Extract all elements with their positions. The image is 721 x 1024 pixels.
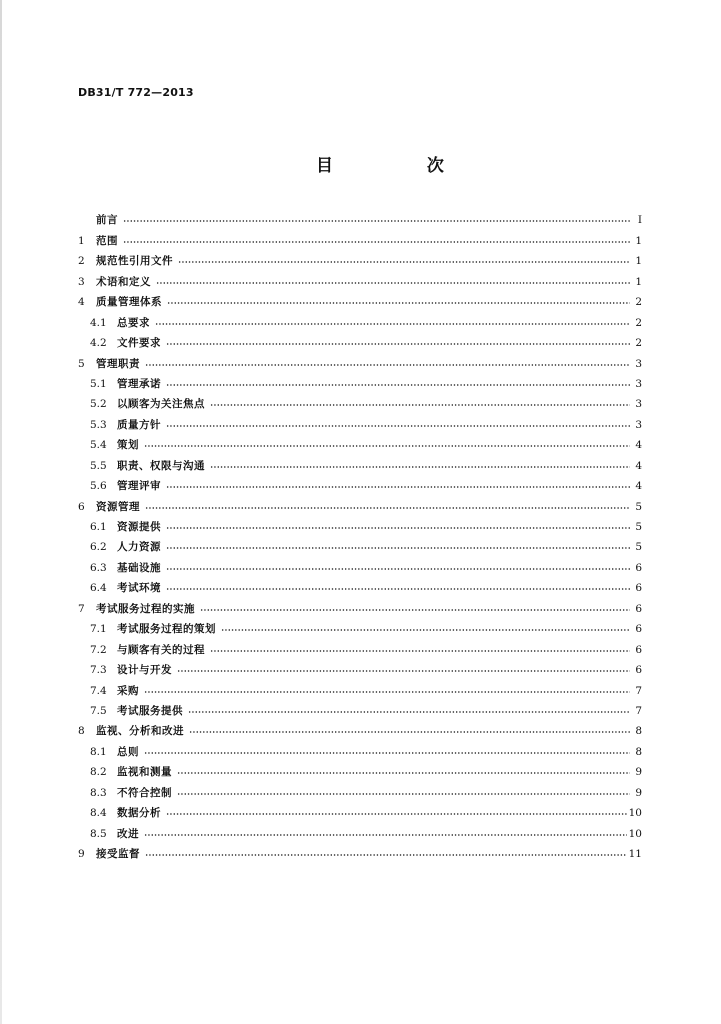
toc-entry-label: 总则 xyxy=(117,745,139,758)
toc-entry[interactable] xyxy=(78,595,642,615)
toc-entry-label: 策划 xyxy=(117,439,139,452)
toc-entry[interactable] xyxy=(78,800,642,820)
toc-dot-leader xyxy=(166,812,627,816)
toc-entry-number: 6 xyxy=(78,500,85,513)
toc-entry-number: 5 xyxy=(78,357,85,370)
toc-dot-leader xyxy=(144,751,630,755)
toc-dot-leader xyxy=(166,342,630,346)
toc-entry-page: 4 xyxy=(635,480,642,493)
toc-entry-number: 7.1 xyxy=(90,623,107,636)
toc-entry-label: 考试服务过程的策划 xyxy=(117,623,216,636)
toc-entry-page: 3 xyxy=(635,398,642,411)
toc-entry-page: 6 xyxy=(635,602,642,615)
toc-entry-label: 管理评审 xyxy=(117,480,161,493)
toc-dot-leader xyxy=(200,608,630,612)
toc-entry[interactable] xyxy=(78,473,642,493)
toc-entry-page: 4 xyxy=(635,459,642,472)
toc-entry[interactable] xyxy=(78,841,642,861)
toc-entry-label: 前言 xyxy=(96,214,118,227)
toc-entry-page: 2 xyxy=(635,337,642,350)
toc-dot-leader xyxy=(166,485,630,489)
toc-dot-leader xyxy=(210,649,630,653)
toc-entry-label: 质量管理体系 xyxy=(96,296,162,309)
toc-entry[interactable] xyxy=(78,657,642,677)
toc-entry-label: 资源管理 xyxy=(96,500,140,513)
toc-dot-leader xyxy=(177,771,630,775)
toc-dot-leader xyxy=(188,710,630,714)
toc-entry-number: 7.4 xyxy=(90,684,107,697)
toc-dot-leader xyxy=(166,546,630,550)
toc-entry[interactable] xyxy=(78,779,642,799)
toc-dot-leader xyxy=(167,301,630,305)
toc-entry[interactable] xyxy=(78,207,642,227)
toc-entry-label: 基础设施 xyxy=(117,561,161,574)
toc-entry-number: 1 xyxy=(78,234,85,247)
toc-entry[interactable] xyxy=(78,759,642,779)
toc-dot-leader xyxy=(156,281,630,285)
toc-entry-number: 8.5 xyxy=(90,827,107,840)
toc-entry-label: 考试服务过程的实施 xyxy=(96,602,195,615)
toc-entry-number: 4.2 xyxy=(90,337,107,350)
toc-entry-page: 6 xyxy=(635,664,642,677)
toc-entry-number: 7.5 xyxy=(90,704,107,717)
toc-entry-page: 1 xyxy=(635,275,642,288)
toc-entry-page: 1 xyxy=(635,234,642,247)
toc-entry-number: 3 xyxy=(78,275,85,288)
toc-entry-number: 8.1 xyxy=(90,745,107,758)
toc-entry-number: 8 xyxy=(78,725,85,738)
toc-entry-number: 5.2 xyxy=(90,398,107,411)
toc-entry-label: 考试服务提供 xyxy=(117,704,183,717)
toc-dot-leader xyxy=(221,628,630,632)
toc-entry-page: 3 xyxy=(635,377,642,390)
toc-entry-number: 5.5 xyxy=(90,459,107,472)
toc-entry-page: 5 xyxy=(635,541,642,554)
toc-entry-number: 5.4 xyxy=(90,439,107,452)
scan-edge xyxy=(0,0,2,1024)
toc-entry-page: 8 xyxy=(635,725,642,738)
toc-dot-leader xyxy=(155,322,630,326)
toc-entry-page: 6 xyxy=(635,643,642,656)
toc-entry-label: 规范性引用文件 xyxy=(96,255,173,268)
toc-entry[interactable] xyxy=(78,718,642,738)
toc-entry-label: 监视和测量 xyxy=(117,766,172,779)
toc-entry-page: 6 xyxy=(635,582,642,595)
toc-entry[interactable] xyxy=(78,432,642,452)
toc-entry[interactable] xyxy=(78,738,642,758)
toc-entry-label: 监视、分析和改进 xyxy=(96,725,184,738)
toc-entry[interactable] xyxy=(78,514,642,534)
toc-entry-number: 7.3 xyxy=(90,664,107,677)
toc-entry[interactable] xyxy=(78,391,642,411)
toc-dot-leader xyxy=(123,219,630,223)
toc-entry-page: 6 xyxy=(635,623,642,636)
toc-entry-label: 以顾客为关注焦点 xyxy=(117,398,205,411)
toc-entry-number: 4 xyxy=(78,296,85,309)
toc-entry-page: 11 xyxy=(628,848,642,860)
toc-dot-leader xyxy=(166,424,630,428)
toc-dot-leader xyxy=(123,240,630,244)
toc-entry-page: 10 xyxy=(628,807,642,820)
document-code: DB31/T 772—2013 xyxy=(78,86,194,99)
toc-entry-page: Ⅰ xyxy=(637,214,642,227)
toc-entry-number: 8.4 xyxy=(90,807,107,820)
toc-entry[interactable] xyxy=(78,309,642,329)
toc-entry-page: 10 xyxy=(628,827,642,840)
toc-dot-leader xyxy=(177,792,630,796)
toc-dot-leader xyxy=(189,730,630,734)
toc-entry-number: 2 xyxy=(78,255,85,268)
toc-dot-leader xyxy=(166,383,630,387)
toc-entry-page: 4 xyxy=(635,439,642,452)
toc-entry-label: 管理承诺 xyxy=(117,377,161,390)
toc-entry-page: 5 xyxy=(635,521,642,533)
toc-entry-number: 6.3 xyxy=(90,561,107,574)
toc-dot-leader xyxy=(166,526,630,530)
toc-entry[interactable] xyxy=(78,820,642,840)
toc-entry-number: 5.1 xyxy=(90,377,107,390)
toc-entry[interactable] xyxy=(78,227,642,247)
toc-dot-leader xyxy=(177,669,630,673)
toc-entry-number: 5.3 xyxy=(90,418,107,431)
toc-entry[interactable] xyxy=(78,350,642,370)
toc-entry[interactable] xyxy=(78,289,642,309)
toc-entry-number: 5.6 xyxy=(90,480,107,493)
toc-entry-page: 1 xyxy=(635,255,642,268)
toc-entry-label: 采购 xyxy=(117,684,139,697)
toc-dot-leader xyxy=(210,465,630,469)
toc-entry-page: 2 xyxy=(635,296,642,309)
toc-dot-leader xyxy=(144,444,630,448)
toc-entry[interactable] xyxy=(78,330,642,350)
toc-dot-leader xyxy=(144,833,627,837)
toc-dot-leader xyxy=(166,587,630,591)
toc-entry[interactable] xyxy=(78,677,642,697)
toc-entry-number: 6.2 xyxy=(90,541,107,554)
toc-entry-label: 总要求 xyxy=(117,316,150,329)
toc-entry[interactable] xyxy=(78,575,642,595)
toc-entry-label: 管理职责 xyxy=(96,357,140,370)
toc-entry[interactable] xyxy=(78,616,642,636)
toc-entry-label: 术语和定义 xyxy=(96,275,151,288)
toc-entry[interactable] xyxy=(78,411,642,431)
toc-dot-leader xyxy=(178,260,630,264)
toc-entry-page: 8 xyxy=(635,745,642,758)
toc-entry-number: 4.1 xyxy=(90,316,107,329)
toc-entry[interactable] xyxy=(78,452,642,472)
toc-entry-page: 7 xyxy=(635,704,642,717)
toc-entry-number: 6.4 xyxy=(90,582,107,595)
toc-dot-leader xyxy=(144,690,630,694)
toc-entry-number: 8.2 xyxy=(90,766,107,779)
toc-entry-page: 9 xyxy=(635,766,642,779)
toc-entry-page: 3 xyxy=(635,357,642,370)
toc-entry-number: 7 xyxy=(78,602,85,615)
toc-entry-label: 设计与开发 xyxy=(117,664,172,677)
toc-dot-leader xyxy=(145,853,627,857)
toc-entry[interactable] xyxy=(78,371,642,391)
toc-entry-label: 改进 xyxy=(117,827,139,840)
toc-entry[interactable] xyxy=(78,554,642,574)
toc-entry-label: 与顾客有关的过程 xyxy=(117,643,205,656)
toc-dot-leader xyxy=(145,506,630,510)
toc-entry-page: 9 xyxy=(635,786,642,799)
toc-entry-page: 7 xyxy=(635,684,642,697)
toc-entry-label: 范围 xyxy=(96,234,118,247)
toc-entry-label: 人力资源 xyxy=(117,541,161,554)
toc-entry-page: 3 xyxy=(635,418,642,431)
toc-dot-leader xyxy=(210,403,630,407)
toc-entry-number: 7.2 xyxy=(90,643,107,656)
toc-entry[interactable] xyxy=(78,698,642,718)
toc-entry-label: 考试环境 xyxy=(117,582,161,595)
toc-entry-label: 接受监督 xyxy=(96,848,140,860)
toc-entry[interactable] xyxy=(78,493,642,513)
toc-entry-number: 9 xyxy=(78,848,85,860)
toc-dot-leader xyxy=(166,567,630,571)
toc-entry-label: 不符合控制 xyxy=(117,786,172,799)
toc-entry-number: 8.3 xyxy=(90,786,107,799)
toc-entry-number: 6.1 xyxy=(90,521,107,533)
toc-entry-label: 质量方针 xyxy=(117,418,161,431)
page-title: 目 次 xyxy=(316,156,488,176)
toc-entry-label: 数据分析 xyxy=(117,807,161,820)
toc-entry-label: 文件要求 xyxy=(117,337,161,350)
toc-entry[interactable] xyxy=(78,248,642,268)
toc-entry[interactable] xyxy=(78,636,642,656)
toc-entry-page: 2 xyxy=(635,316,642,329)
toc-entry[interactable] xyxy=(78,268,642,288)
toc-entry[interactable] xyxy=(78,534,642,554)
toc-dot-leader xyxy=(145,363,630,367)
toc-entry-label: 职责、权限与沟通 xyxy=(117,459,205,472)
toc-entry-label: 资源提供 xyxy=(117,521,161,533)
table-of-contents xyxy=(78,207,642,861)
toc-entry-page: 5 xyxy=(635,500,642,513)
toc-entry-page: 6 xyxy=(635,561,642,574)
